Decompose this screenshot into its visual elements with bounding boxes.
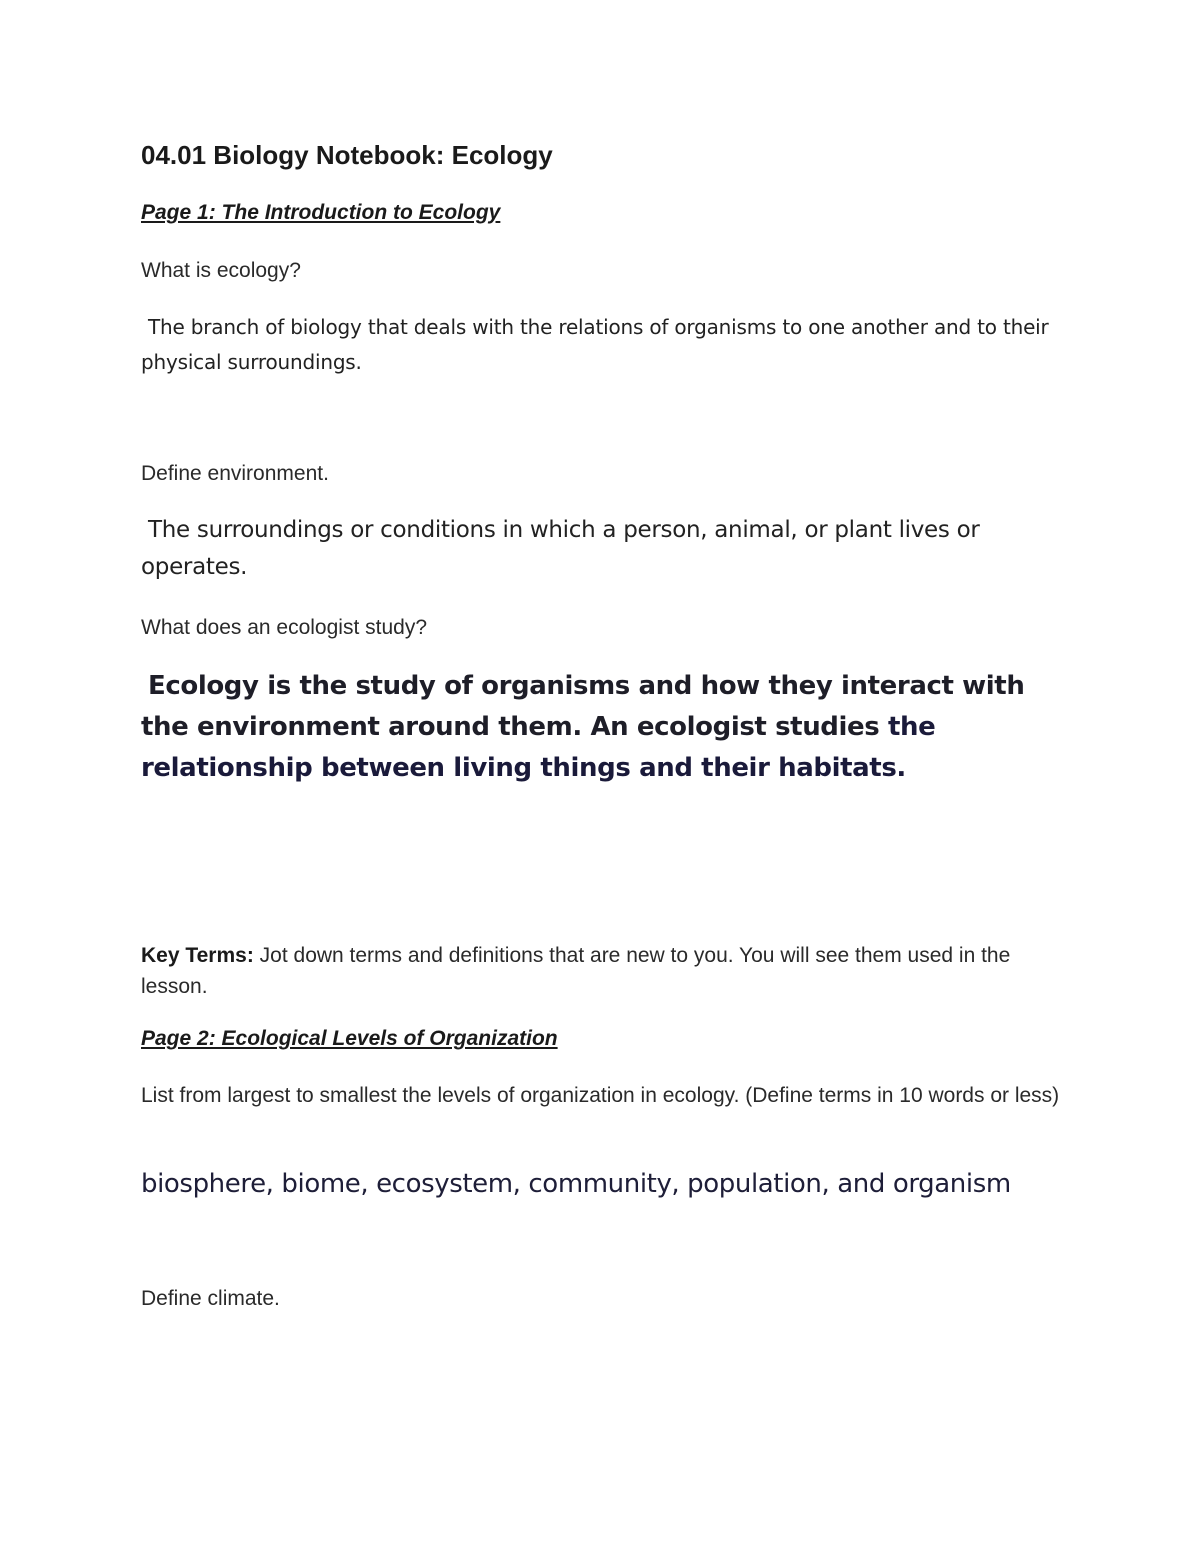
answer-levels-of-organization: biosphere, biome, ecosystem, community, population, and organism: [141, 1169, 1011, 1199]
key-terms-label: Key Terms:: [141, 944, 254, 967]
key-terms-text: Jot down terms and definitions that are new to you. You will see them used in the lesson.: [141, 944, 1011, 998]
section-heading-page-2: Page 2: Ecological Levels of Organization: [141, 1027, 558, 1050]
answer-ecologist-study: [141, 666, 1061, 789]
question-ecologist-study: What does an ecologist study?: [141, 616, 428, 639]
document-title: 04.01 Biology Notebook: Ecology: [141, 140, 553, 170]
question-levels-of-organization: List from largest to smallest the levels of organization in ecology. (Define terms in 10 words or less): [141, 1084, 1060, 1107]
question-what-is-ecology: What is ecology?: [141, 259, 301, 282]
question-define-environment: Define environment.: [141, 462, 329, 485]
section-heading-page-1: Page 1: The Introduction to Ecology: [141, 201, 501, 224]
answer-define-environment: The surroundings or conditions in which a person, animal, or plant lives or operates.: [141, 517, 980, 580]
answer-ecologist-study-part1: Ecology is the study of organisms and how they interact with the environment around them. An ecologist studies: [141, 671, 1025, 742]
question-define-climate: Define climate.: [141, 1287, 280, 1310]
answer-ecologist-study-part2: the relationship between living things and their habitats.: [141, 712, 936, 783]
answer-what-is-ecology: The branch of biology that deals with the relations of organisms to one another and to their physical surroundings.: [141, 315, 1049, 374]
key-terms-note: [141, 940, 1061, 1002]
